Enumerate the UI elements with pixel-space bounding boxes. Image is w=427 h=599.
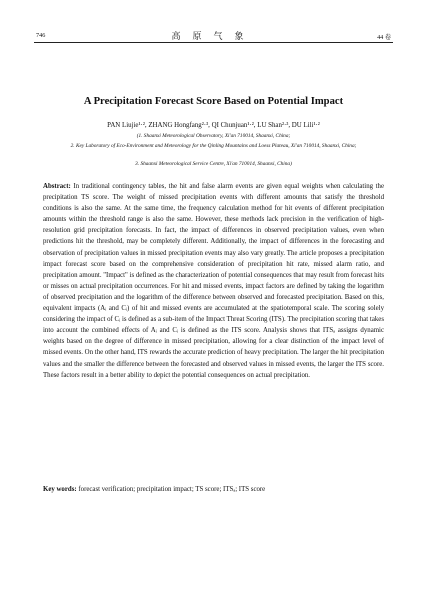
running-header (34, 24, 393, 43)
abstract-text: In traditional contingency tables, the hit and false alarm events are given equal weights when calculating the precipitation TS score. The weight of missed precipitation events with different amounts that satisfy the threshold conditions is also the same. At the same time, the frequency calculation method for hit events of different precipitation amounts within the threshold range is also the same. However, these methods lack precision in the verification of high-resolution grid precipitation forecasts. In fact, the impact of differences in observed precipitation values, even when predictions hit the threshold, may be completely different. Additionally, the impact of differences in the forecasting and observation of precipitation values in missed precipitation events may also vary greatly. The article proposes a precipitation impact forecast score based on the comprehensive consideration of precipitation hit rate, missed alarm ratio, and precipitation amount. "Impact" is defined as the characterization of potential consequences that may result from forecast hits or misses on actual precipitation occurrences. For hit and missed events, impact factors are defined by taking the logarithm of observed precipitation and the logarithm of the difference between observed and forecasted precipitation. Based on this, equivalent impacts (Aᵢ and Cᵢ) of hit and missed events are accumulated at the spatiotemporal scale. The scoring solely considering the impact of Cᵢ is defined as a sub-item of the Impact Threat Scoring (ITS). The precipitation scoring that takes into account the combined effects of Aᵢ and Cᵢ is defined as the ITS score. Analysis shows that ITSₐ assigns dynamic weights based on the degree of difference in missed precipitation, allowing for a clear distinction of the impact level of missed events. On the other hand, ITS rewards the accurate prediction of heavy precipitation. The larger the hit precipitation values and the smaller the difference between the forecasted and observed values in missed events, the larger the ITS score. These factors result in a better ability to depict the potential consequences on actual precipitation. (43, 183, 384, 379)
abstract (43, 181, 384, 381)
abstract-label: Abstract: (43, 183, 71, 190)
keywords (43, 486, 384, 493)
keywords-text: forecast verification; precipitation impact; TS score; ITSₐ; ITS score (78, 486, 266, 493)
affiliation-1: (1. Shaanxi Meteorological Observatory, Xi'an 710014, Shaanxi, China; (136, 133, 291, 139)
paper-title: A Precipitation Forecast Score Based on Potential Impact (83, 96, 344, 107)
page-number: 746 (36, 32, 46, 39)
journal-name: 高原气象 (171, 32, 256, 42)
affiliation-3: 3. Shaanxi Meteorological Service Centre, Xi'an 710014, Shaanxi, China) (135, 161, 292, 167)
author-list: PAN Liujie¹·², ZHANG Hongfang²·³, QI Chunjuan¹·², LU Shan²·³, DU Lili¹·² (107, 122, 320, 129)
affiliation-2: 2. Key Laboratory of Eco-Environment and Meteorology for the Qinling Mountains and Loess Plateau, Xi'an 710014, Shaanxi, China; (70, 143, 357, 149)
volume-label: 44 卷 (377, 34, 391, 41)
keywords-label: Key words: (43, 486, 77, 493)
